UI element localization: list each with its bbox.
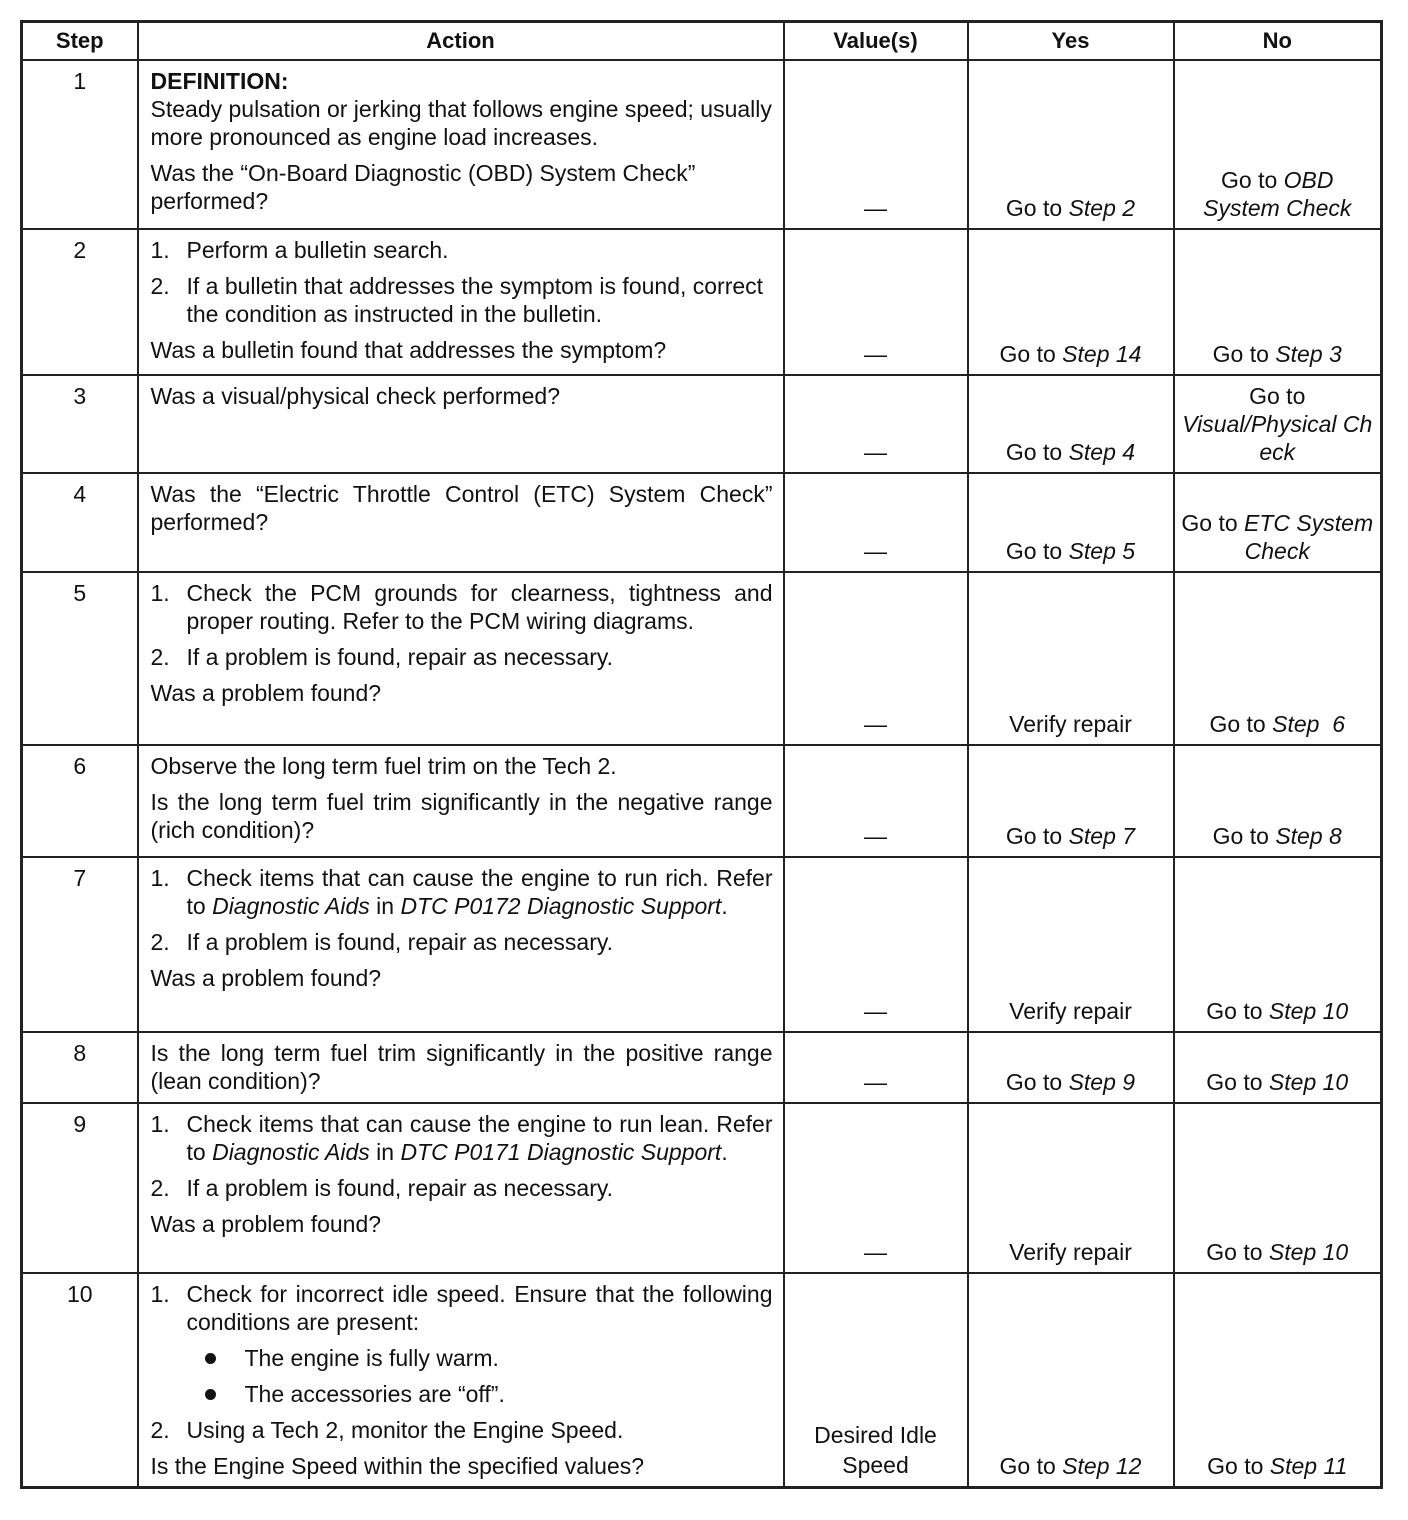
question-text: Is the long term fuel trim significantly in the positive range (lean condition)? (150, 1040, 773, 1094)
bullet-item (187, 1344, 773, 1372)
yes-prefix: Go to (1005, 439, 1069, 465)
list-number: 2. (150, 1175, 170, 1201)
table-row (22, 1103, 1382, 1273)
list-number: 2. (150, 929, 170, 955)
list-text-end: . (721, 1139, 728, 1165)
no-prefix: Go to (1206, 1069, 1269, 1095)
no-link[interactable]: Step 11 (1269, 1453, 1348, 1479)
yes-cell: Verify repair (968, 1103, 1174, 1273)
no-prefix: Go to (1181, 510, 1245, 536)
action-cell (138, 375, 784, 473)
list-item (151, 643, 773, 671)
table-row (22, 473, 1382, 572)
list-text: If a problem is found, repair as necessary. (186, 929, 614, 955)
diagnostic-table (20, 20, 1383, 1489)
yes-cell (968, 745, 1174, 857)
no-cell (1174, 473, 1382, 572)
value-cell: — (784, 375, 968, 473)
list-item (151, 928, 773, 956)
no-link[interactable]: Step 10 (1268, 1239, 1349, 1265)
list-text: Check items that can cause the engine to run lean. Refer to (186, 1111, 773, 1165)
action-list (151, 1110, 773, 1202)
definition-title: DEFINITION: (150, 68, 289, 94)
question-text: Is the long term fuel trim significantly in the negative range (rich condition)? (150, 789, 773, 843)
list-number: 2. (150, 273, 170, 299)
bullet-icon (205, 1389, 216, 1400)
header-values: Value(s) (784, 22, 968, 61)
list-text-in: in (369, 893, 401, 919)
action-cell (138, 60, 784, 229)
yes-cell (968, 375, 1174, 473)
question-text: Was a problem found? (150, 965, 382, 991)
list-text: Perform a bulletin search. (186, 237, 449, 263)
question-text: Was a problem found? (150, 680, 382, 706)
yes-link[interactable]: Step 12 (1062, 1453, 1142, 1479)
list-text: If a problem is found, repair as necessary. (186, 1175, 614, 1201)
table-row (22, 60, 1382, 229)
header-step: Step (22, 22, 138, 61)
no-prefix: Go to (1249, 383, 1306, 409)
list-item (151, 1174, 773, 1202)
no-link[interactable]: ETC System Check (1244, 510, 1374, 564)
yes-link[interactable]: Step 7 (1068, 823, 1136, 849)
yes-link[interactable]: Step 2 (1068, 195, 1136, 221)
step-number: 2 (22, 229, 138, 375)
header-yes: Yes (968, 22, 1174, 61)
list-item (151, 1280, 773, 1408)
value-cell: — (784, 473, 968, 572)
dtc-support-link[interactable]: DTC P0172 Diagnostic Support (400, 893, 722, 919)
header-no: No (1174, 22, 1382, 61)
list-text: Check items that can cause the engine to run rich. Refer to (186, 865, 773, 919)
yes-cell: Verify repair (968, 857, 1174, 1032)
value-cell: — (784, 1032, 968, 1103)
yes-prefix: Go to (999, 1453, 1063, 1479)
list-number: 1. (150, 865, 170, 891)
list-item (151, 236, 773, 264)
question-text: Is the Engine Speed within the specified values? (150, 1453, 645, 1479)
question-text: Was the “Electric Throttle Control (ETC) System Check” performed? (150, 481, 773, 535)
yes-cell (968, 1032, 1174, 1103)
table-row (22, 857, 1382, 1032)
action-cell (138, 572, 784, 745)
value-cell: — (784, 1103, 968, 1273)
list-text: Using a Tech 2, monitor the Engine Speed. (186, 1417, 624, 1443)
list-item (151, 1416, 773, 1444)
yes-cell: Verify repair (968, 572, 1174, 745)
table-row (22, 745, 1382, 857)
question-text: Was the “On-Board Diagnostic (OBD) System Check” performed? (150, 160, 696, 214)
no-link[interactable]: OBD System Check (1203, 167, 1352, 221)
list-text-in: in (369, 1139, 401, 1165)
list-number: 1. (150, 1281, 170, 1307)
yes-link[interactable]: Step 5 (1068, 538, 1136, 564)
table-row (22, 375, 1382, 473)
yes-cell (968, 473, 1174, 572)
no-cell (1174, 857, 1382, 1032)
definition-text: Steady pulsation or jerking that follows engine speed; usually more pronounced as engine load increases. (150, 96, 772, 150)
value-cell: — (784, 229, 968, 375)
dtc-support-link[interactable]: DTC P0171 Diagnostic Support (400, 1139, 722, 1165)
no-prefix: Go to (1221, 167, 1284, 193)
table-row (22, 1273, 1382, 1488)
value-cell: Desired Idle Speed (784, 1273, 968, 1488)
step-number: 8 (22, 1032, 138, 1103)
yes-cell (968, 60, 1174, 229)
no-link[interactable]: Visual/Physical Check (1182, 411, 1373, 465)
action-cell (138, 1032, 784, 1103)
value-cell: — (784, 60, 968, 229)
header-row (22, 22, 1382, 61)
no-link[interactable]: Step 6 (1272, 711, 1346, 737)
yes-prefix: Go to (1005, 538, 1069, 564)
yes-cell (968, 229, 1174, 375)
table-row (22, 229, 1382, 375)
diagnostic-aids-link[interactable]: Diagnostic Aids (212, 1139, 370, 1165)
no-prefix: Go to (1206, 998, 1269, 1024)
no-link[interactable]: Step 8 (1275, 823, 1342, 849)
no-cell (1174, 229, 1382, 375)
action-cell (138, 857, 784, 1032)
yes-link[interactable]: Step 14 (1062, 341, 1142, 367)
no-cell (1174, 1103, 1382, 1273)
no-link[interactable]: Step 10 (1268, 998, 1349, 1024)
step-number: 10 (22, 1273, 138, 1488)
no-cell (1174, 745, 1382, 857)
action-list (151, 864, 773, 956)
step-number: 1 (22, 60, 138, 229)
value-cell: — (784, 857, 968, 1032)
action-cell (138, 473, 784, 572)
action-list (151, 236, 773, 328)
yes-cell (968, 1273, 1174, 1488)
no-cell (1174, 375, 1382, 473)
action-cell (138, 229, 784, 375)
value-cell: — (784, 745, 968, 857)
step-number: 5 (22, 572, 138, 745)
list-number: 1. (150, 580, 170, 606)
yes-prefix: Go to (1005, 195, 1069, 221)
question-text: Was a problem found? (150, 1211, 382, 1237)
list-number: 1. (150, 237, 170, 263)
list-text: Check the PCM grounds for clearness, tightness and proper routing. Refer to the PCM wiring diagrams. (186, 580, 773, 634)
yes-link[interactable]: Step 4 (1068, 439, 1136, 465)
no-prefix: Go to (1207, 1453, 1270, 1479)
table-row (22, 572, 1382, 745)
no-cell (1174, 1273, 1382, 1488)
list-number: 2. (150, 1417, 170, 1443)
list-text-end: . (721, 893, 728, 919)
action-list (151, 579, 773, 671)
no-cell (1174, 572, 1382, 745)
no-prefix: Go to (1209, 711, 1273, 737)
table-row (22, 1032, 1382, 1103)
question-text: Was a visual/physical check performed? (150, 383, 560, 409)
action-cell (138, 1103, 784, 1273)
no-prefix: Go to (1212, 341, 1276, 367)
no-cell (1174, 60, 1382, 229)
list-text: If a bulletin that addresses the symptom is found, correct the condition as instructed in the bulletin. (186, 273, 764, 327)
condition-list (187, 1344, 773, 1408)
step-number: 4 (22, 473, 138, 572)
diagnostic-aids-link[interactable]: Diagnostic Aids (212, 893, 370, 919)
step-number: 9 (22, 1103, 138, 1273)
no-prefix: Go to (1206, 1239, 1269, 1265)
no-link[interactable]: Step 10 (1268, 1069, 1349, 1095)
action-cell (138, 1273, 784, 1488)
list-item (151, 272, 773, 328)
list-number: 2. (150, 644, 170, 670)
header-action: Action (138, 22, 784, 61)
no-prefix: Go to (1212, 823, 1276, 849)
question-text: Was a bulletin found that addresses the symptom? (150, 337, 667, 363)
bullet-text: The engine is fully warm. (244, 1345, 499, 1371)
bullet-item (187, 1380, 773, 1408)
list-text: If a problem is found, repair as necessary. (186, 644, 614, 670)
list-item (151, 864, 773, 920)
no-link[interactable]: Step 3 (1275, 341, 1342, 367)
bullet-icon (205, 1353, 216, 1364)
action-cell (138, 745, 784, 857)
bullet-text: The accessories are “off”. (244, 1381, 505, 1407)
step-number: 6 (22, 745, 138, 857)
step-number: 7 (22, 857, 138, 1032)
yes-prefix: Go to (999, 341, 1063, 367)
yes-link[interactable]: Step 9 (1068, 1069, 1136, 1095)
list-item (151, 1110, 773, 1166)
action-list (151, 1280, 773, 1444)
value-cell: — (784, 572, 968, 745)
no-cell (1174, 1032, 1382, 1103)
yes-prefix: Go to (1005, 1069, 1069, 1095)
list-item (151, 579, 773, 635)
yes-prefix: Go to (1005, 823, 1069, 849)
list-number: 1. (150, 1111, 170, 1137)
instruction-text: Observe the long term fuel trim on the Tech 2. (150, 753, 617, 779)
list-text: Check for incorrect idle speed. Ensure that the following conditions are present: (186, 1281, 773, 1335)
step-number: 3 (22, 375, 138, 473)
